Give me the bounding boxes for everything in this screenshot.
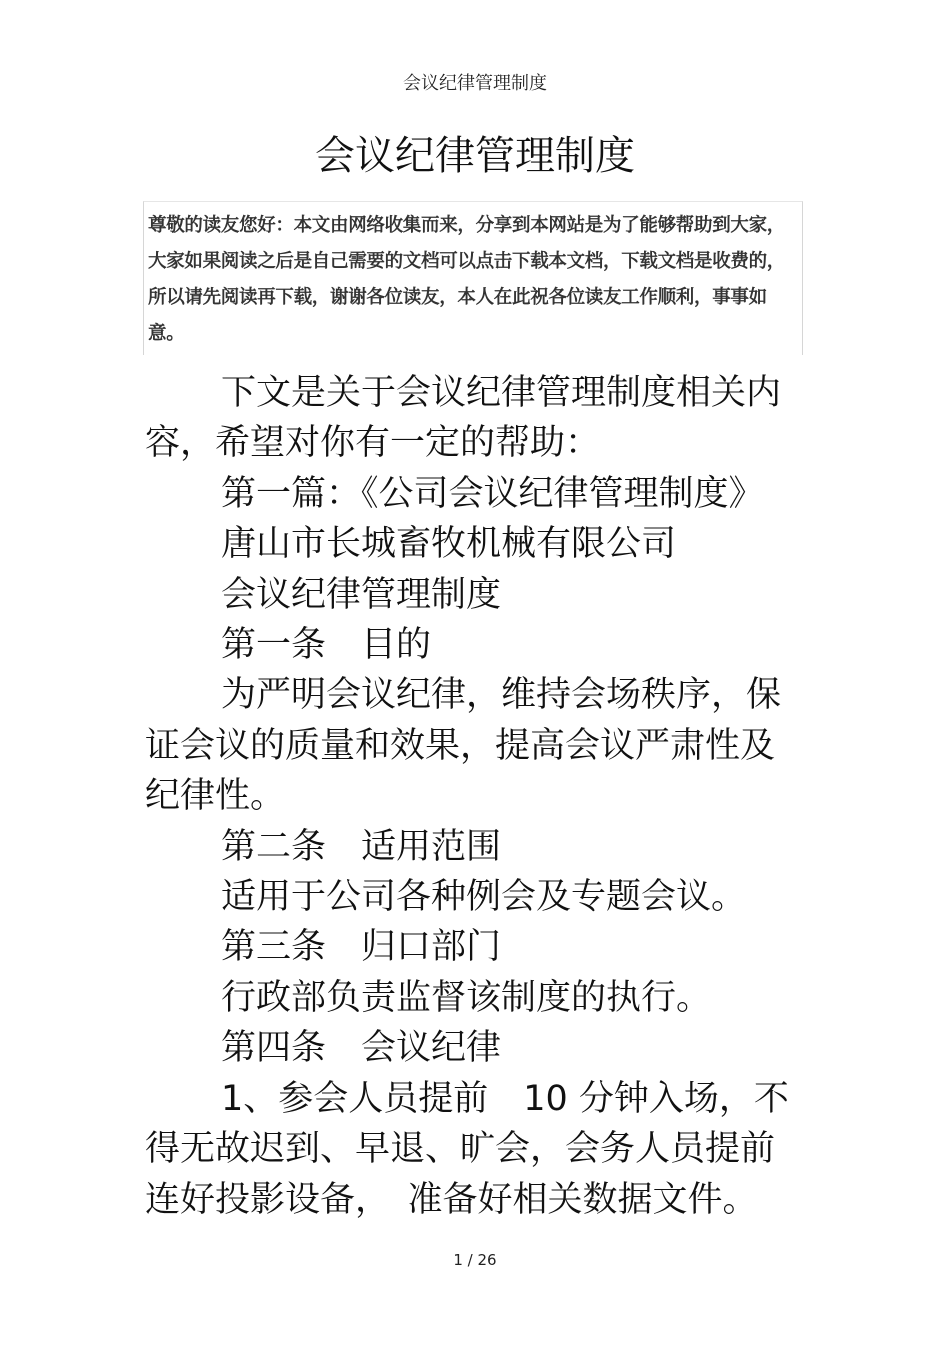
article-paragraph: 1、参会人员提前 10 分钟入场，不得无故迟到、早退、旷会，会务人员提前连好投影设备， 准备好相关数据文件。: [145, 1078, 789, 1220]
page-number: 1 / 26: [453, 1251, 497, 1269]
intro-paragraph: 下文是关于会议纪律管理制度相关内容，希望对你有一定的帮助：: [145, 373, 782, 464]
document-body: [145, 368, 800, 1225]
reader-notice-box: [143, 201, 803, 355]
article-heading: 第二条 适用范围: [221, 826, 502, 867]
running-header: 会议纪律管理制度: [403, 73, 547, 94]
page-title: 会议纪律管理制度: [315, 133, 635, 179]
article-paragraph: 行政部负责监督该制度的执行。: [221, 977, 712, 1018]
article-heading: 第四条 会议纪律: [221, 1028, 502, 1069]
article-heading: 第一条 目的: [221, 625, 432, 666]
article-heading: 第三条 归口部门: [221, 927, 502, 968]
policy-title: 会议纪律管理制度: [221, 574, 502, 615]
article-paragraph: 适用于公司各种例会及专题会议。: [221, 877, 747, 918]
reader-notice-text: 尊敬的读友您好：本文由网络收集而来，分享到本网站是为了能够帮助到大家，大家如果阅读之后是自己需要的文档可以点击下载本文档，下载文档是收费的，所以请先阅读再下载，谢谢各位读友，本人在此祝各位读友工作顺利，事事如意。: [148, 215, 786, 344]
article-paragraph: 为严明会议纪律，维持会场秩序，保证会议的质量和效果，提高会议严肃性及纪律性。: [145, 675, 782, 817]
company-name: 唐山市长城畜牧机械有限公司: [221, 524, 677, 565]
section-heading: 第一篇：《公司会议纪律管理制度》: [221, 473, 764, 514]
